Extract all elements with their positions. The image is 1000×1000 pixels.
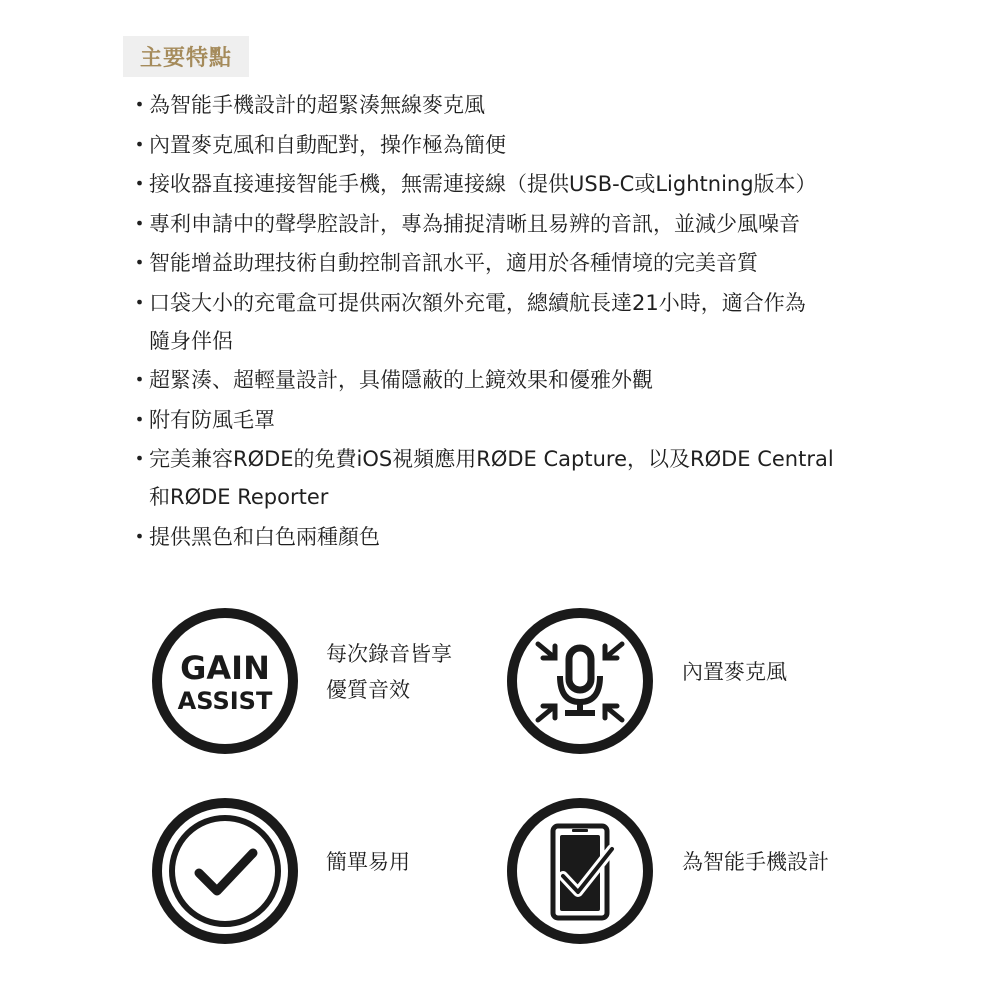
bullet: ・: [129, 211, 150, 236]
gain-assist-icon: [150, 606, 300, 756]
easy-to-use-label-line: 簡單易用: [326, 850, 410, 874]
feature-item: [123, 440, 883, 516]
feature-item: [123, 126, 883, 164]
gain-assist-label-line: 每次錄音皆享: [326, 642, 452, 666]
feature-item: [123, 86, 883, 124]
feature-text: 智能增益助理技術自動控制音訊水平，適用於各種情境的完美音質: [149, 251, 758, 275]
bullet: ・: [129, 368, 150, 392]
feature-text: 提供黑色和白色兩種顏色: [149, 524, 380, 549]
section-title: 主要特點: [123, 36, 249, 77]
gain-assist-label-line: 優質音效: [326, 678, 410, 702]
feature-text-continued: 和RØDE Reporter: [149, 485, 329, 509]
gain-text: GAIN: [180, 649, 270, 687]
bullet: ・: [129, 290, 150, 315]
feature-item: [123, 518, 883, 556]
feature-text: 口袋大小的充電盒可提供兩次額外充電，總續航長達21小時，適合作為: [149, 290, 806, 315]
smartphone-check-icon: [505, 796, 655, 946]
bullet: ・: [129, 251, 150, 275]
feature-item: [123, 165, 883, 203]
checkmark-icon: [150, 796, 300, 946]
smartphone-label: [682, 844, 829, 880]
feature-item: [123, 284, 883, 360]
assist-text: ASSIST: [177, 687, 273, 715]
feature-text: 完美兼容RØDE的免費iOS視頻應用RØDE Capture，以及RØDE Central: [149, 447, 834, 471]
gain-assist-label: [326, 636, 452, 708]
smartphone-label-line: 為智能手機設計: [682, 850, 829, 874]
bullet: ・: [129, 407, 150, 432]
feature-text: 附有防風毛罩: [149, 407, 275, 432]
built-in-mic-label-line: 內置麥克風: [682, 660, 787, 684]
easy-to-use-label: [326, 844, 410, 880]
bullet: ・: [129, 447, 150, 471]
bullet: ・: [129, 93, 150, 117]
feature-text: 超緊湊、超輕量設計，具備隱蔽的上鏡效果和優雅外觀: [149, 368, 653, 392]
feature-item: [123, 244, 883, 282]
feature-text: 內置麥克風和自動配對，操作極為簡便: [149, 132, 506, 157]
bullet: ・: [129, 172, 150, 196]
bullet: ・: [129, 524, 150, 549]
feature-text: 接收器直接連接智能手機，無需連接線（提供USB-C或Lightning版本）: [149, 172, 817, 196]
feature-list: [123, 86, 883, 557]
feature-item: [123, 205, 883, 243]
feature-text-continued: 隨身伴侶: [149, 328, 233, 353]
bullet: ・: [129, 132, 150, 157]
feature-item: [123, 401, 883, 439]
built-in-mic-label: [682, 654, 787, 690]
built-in-mic-icon: [505, 606, 655, 756]
feature-text: 專利申請中的聲學腔設計，專為捕捉清晰且易辨的音訊，並減少風噪音: [149, 211, 800, 236]
feature-item: [123, 361, 883, 399]
feature-text: 為智能手機設計的超緊湊無線麥克風: [149, 93, 485, 117]
